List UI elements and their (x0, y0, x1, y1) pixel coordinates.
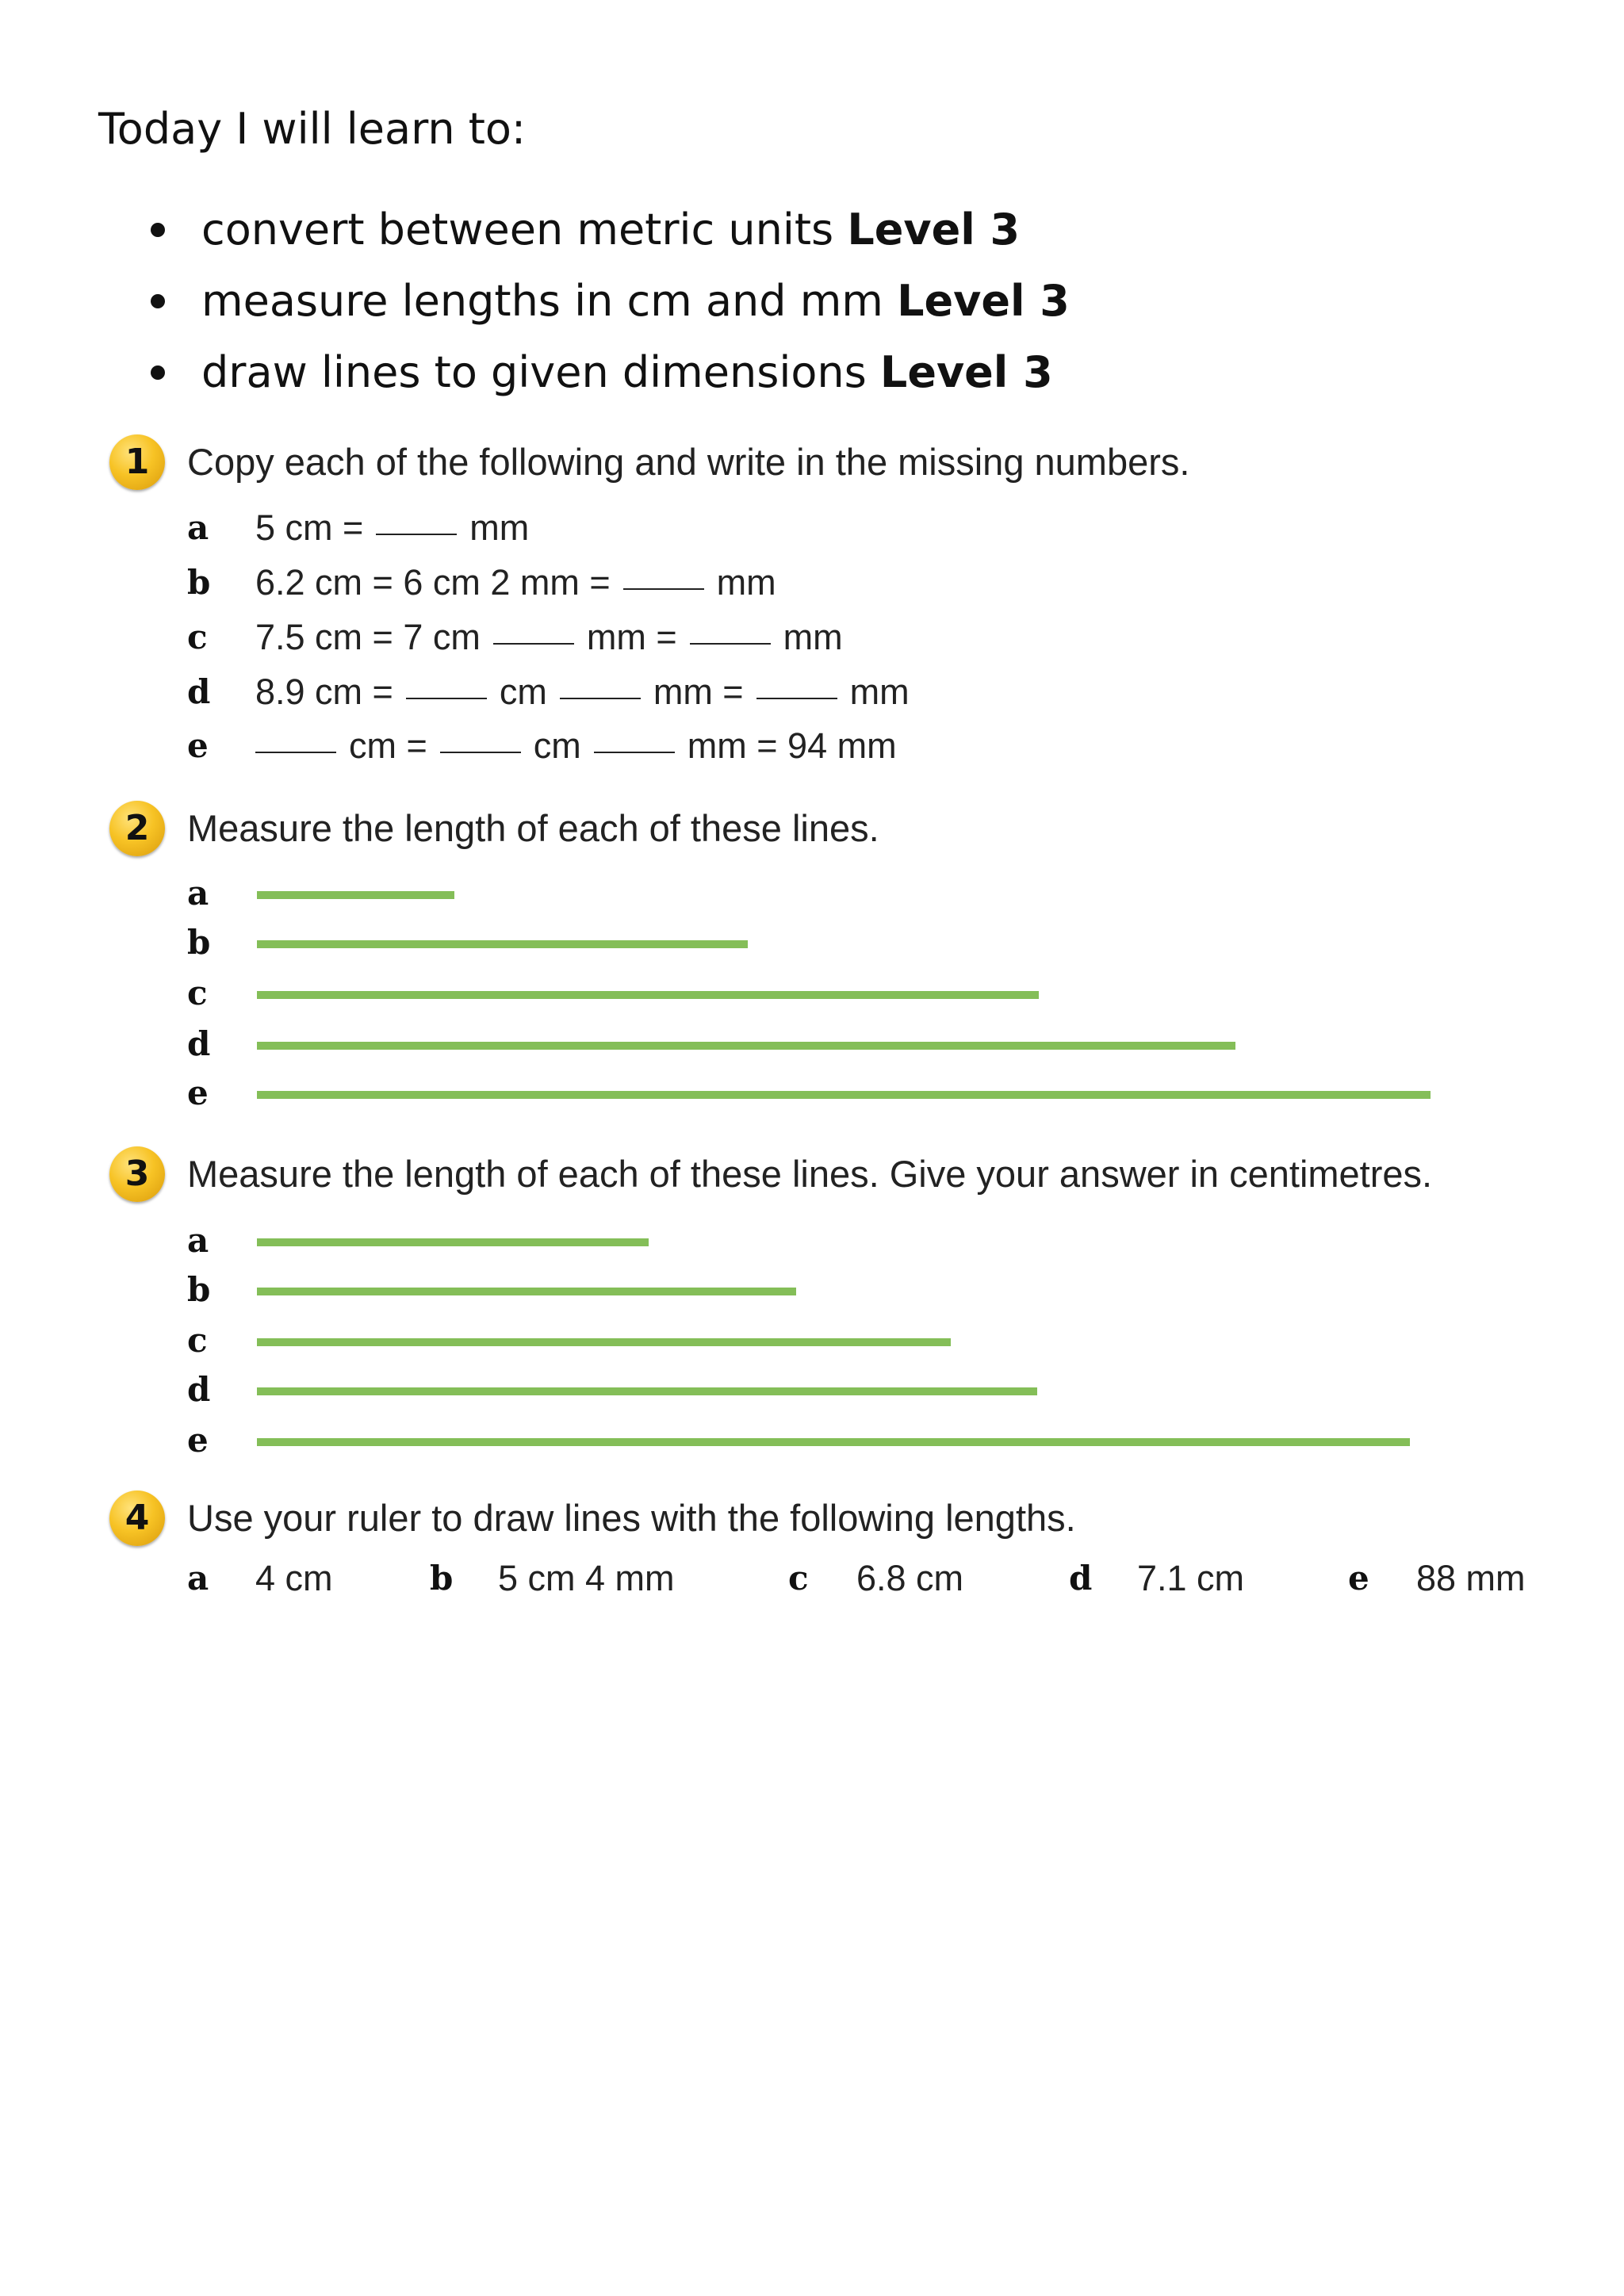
q2-item-e (0, 1069, 1624, 1118)
measure-line (257, 991, 1039, 999)
objective-text: draw lines to given dimensions (201, 347, 867, 397)
objective-level: Level 3 (847, 205, 1021, 254)
measure-line (257, 1288, 796, 1295)
expr-part: cm (499, 672, 547, 712)
item-letter: c (187, 1321, 208, 1360)
measure-line (257, 1387, 1037, 1395)
item-expression (255, 558, 776, 607)
item-value: 88 mm (1416, 1558, 1526, 1598)
answer-blank (594, 752, 675, 753)
expr-part: 8.9 cm = (255, 672, 393, 712)
item-letter: d (187, 672, 211, 711)
expr-part: mm = 94 mm (687, 725, 897, 766)
q1-item-e (0, 721, 1624, 771)
answer-blank (255, 752, 336, 753)
item-letter: e (1348, 1559, 1369, 1598)
item-expression (255, 668, 910, 717)
item-letter: c (187, 974, 208, 1012)
question-number-badge: 2 (109, 801, 165, 856)
objective-level: Level 3 (897, 276, 1070, 326)
q3-item-c (0, 1316, 1624, 1365)
item-value: 6.8 cm (856, 1558, 964, 1598)
measure-line (257, 1042, 1235, 1050)
q1-item-a (0, 503, 1624, 553)
q3-item-a (0, 1216, 1624, 1265)
expr-part: mm = (586, 617, 677, 657)
bullet-icon (151, 365, 165, 380)
item-letter: a (187, 508, 209, 547)
q2-item-d (0, 1020, 1624, 1069)
answer-blank (756, 698, 837, 699)
bullet-icon (151, 294, 165, 308)
item-letter: c (187, 618, 208, 656)
expr-part: mm (783, 617, 843, 657)
item-letter: d (187, 1370, 211, 1409)
answer-blank (376, 534, 457, 535)
item-expression (255, 503, 529, 553)
intro-heading: Today I will learn to: (98, 104, 527, 154)
q1-item-b (0, 558, 1624, 607)
expr-part: cm (533, 725, 581, 766)
expr-part: 5 cm = (255, 507, 364, 548)
q2-item-a (0, 869, 1624, 918)
bullet-icon (151, 223, 165, 237)
item-letter: e (187, 1421, 209, 1460)
q2-item-c (0, 969, 1624, 1018)
item-value: 5 cm 4 mm (498, 1558, 675, 1598)
q3-item-d (0, 1365, 1624, 1414)
item-letter: d (187, 1024, 211, 1063)
expr-part: 7.5 cm = 7 cm (255, 617, 481, 657)
expr-part: cm = (349, 725, 427, 766)
item-letter: d (1069, 1559, 1093, 1598)
question-title: Copy each of the following and write in the missing numbers. (187, 441, 1190, 483)
objective-text: measure lengths in cm and mm (201, 276, 883, 326)
q1-item-d (0, 668, 1624, 717)
measure-line (257, 1338, 951, 1346)
question-number-badge: 1 (109, 434, 165, 490)
expr-part: mm (469, 507, 530, 548)
item-letter: a (187, 1221, 209, 1260)
answer-blank (406, 698, 487, 699)
item-letter: b (187, 1270, 211, 1309)
question-title: Use your ruler to draw lines with the following lengths. (187, 1497, 1076, 1539)
item-value: 7.1 cm (1137, 1558, 1245, 1598)
item-letter: a (187, 874, 209, 913)
expr-part: mm = (653, 672, 744, 712)
measure-line (257, 1438, 1410, 1446)
expr-part: mm (849, 672, 910, 712)
item-letter: a (187, 1559, 209, 1598)
item-value: 4 cm (255, 1558, 333, 1598)
objective-text: convert between metric units (201, 205, 834, 254)
objective-item (201, 341, 1053, 404)
item-letter: e (187, 726, 209, 765)
expr-part: 6.2 cm = 6 cm 2 mm = (255, 562, 611, 603)
expr-part: mm (716, 562, 776, 603)
answer-blank (440, 752, 521, 753)
answer-blank (690, 643, 771, 645)
measure-line (257, 1238, 649, 1246)
question-title: Measure the length of each of these lines. (187, 807, 879, 849)
measure-line (257, 1091, 1431, 1099)
question-number-badge: 4 (109, 1490, 165, 1546)
question-number-badge: 3 (109, 1146, 165, 1202)
q3-item-e (0, 1416, 1624, 1465)
item-letter: b (187, 923, 211, 962)
item-letter: e (187, 1073, 209, 1112)
q1-item-c (0, 613, 1624, 662)
item-letter: b (430, 1559, 454, 1598)
q2-item-b (0, 918, 1624, 967)
item-expression (255, 613, 843, 662)
objective-item (201, 270, 1070, 333)
measure-line (257, 891, 454, 899)
objective-item (201, 198, 1020, 262)
question-title: Measure the length of each of these lines. Give your answer in centimetres. (187, 1153, 1433, 1195)
q3-item-b (0, 1265, 1624, 1314)
item-letter: c (788, 1559, 809, 1598)
objective-level: Level 3 (879, 347, 1053, 397)
answer-blank (623, 588, 704, 590)
item-expression (255, 721, 897, 771)
answer-blank (493, 643, 574, 645)
answer-blank (560, 698, 641, 699)
measure-line (257, 940, 748, 948)
item-letter: b (187, 563, 211, 602)
q4-items (0, 1554, 1624, 1605)
